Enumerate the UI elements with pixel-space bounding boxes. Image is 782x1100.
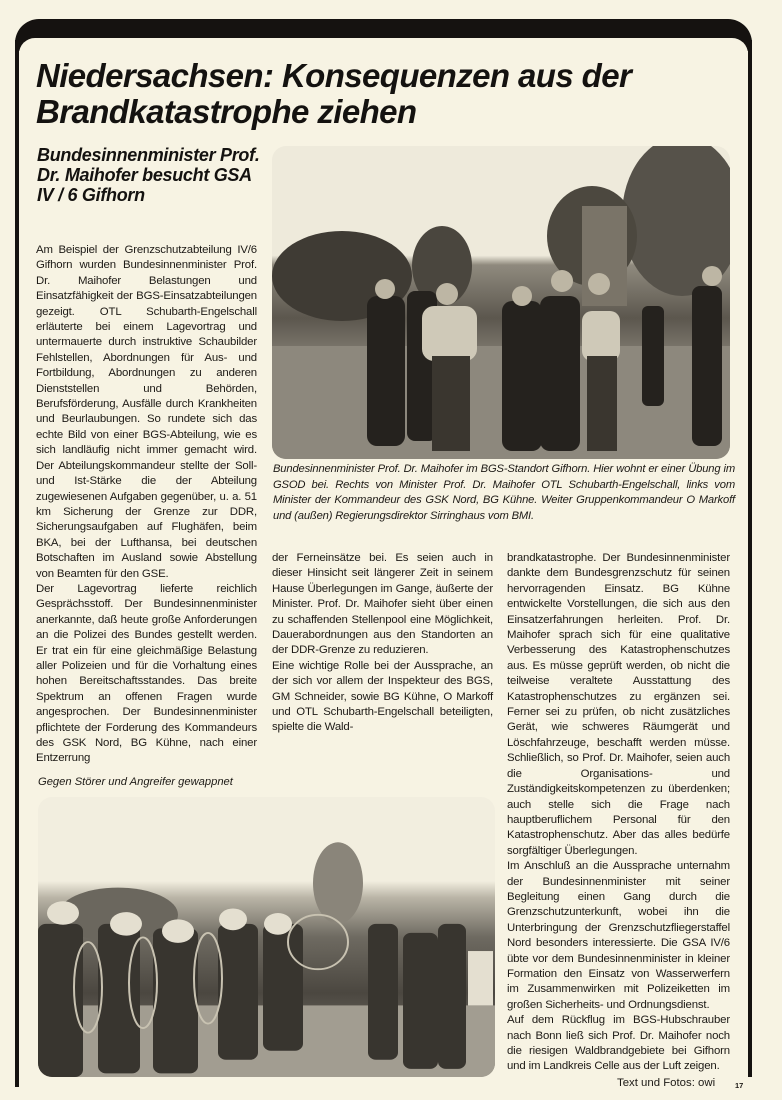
paragraph: Eine wichtige Rolle bei der Aussprache, an der sich vor allem der Inspekteur des BGS, GM Schneider, sowie BG Kühne, O Markoff und OTL Schubarth-Engelschall beteiligten, spielte die Wald- <box>272 659 493 734</box>
frame-left-rule <box>15 40 19 1087</box>
photo-riot-police-drill-drawing <box>38 797 495 1077</box>
paragraph: Der Lagevortrag lieferte reichlich Gesprächsstoff. Der Bundesinnenminister anerkannte, daß heute große Anforderungen an die Polizei des Bundes gestellt werden. Er trat ein für eine gleichmäßige Belastung aller Polizeien und für die Vorhaltung eines hohen Bereitschaftsstandes. Das breite Spektrum an offenen Fragen wurde angesprochen. Der Bundesinnenminister pflichtete der Forderung des Kommandeurs des GSK Nord, BG Kühne, nach einer Entzerrung <box>36 582 257 765</box>
text-column-1 <box>36 243 257 767</box>
paragraph: Am Beispiel der Grenzschutzabteilung IV/6 Gifhorn wurden Bundesinnenminister Prof. Dr. Maihofer Belastungen und Einsatzfähigkeit der BGS-Einsatzabteilungen gezeigt. OTL Schubarth-Engelschall erläuterte bei einem Lagevortrag und untermauerte durch instruktive Schaubilder Fehlstellen, Abordnungen für Aus- und Fortbildung, Abordnungen zu anderen Dienststellen und Behörden, Berufsförderung, Ausfälle durch Krankheiten und Beurlaubungen. So rundete sich das echte Bild von einer BGS-Abteilung, wie es sich landläufig nicht immer gemacht wird. Der Abteilungskommandeur stellte der Soll- und Ist-Stärke die der Abteilung zugewiesenen Aufgaben gegenüber, u. a. 51 km Sicherung der Grenze zur DDR, Sicherungsaufgaben auf Flughäfen, beim BKA, bei der Lufthansa, bei deutschen Botschaften im Ausland sowie Abstellung von Beamten für den GSE. <box>36 244 257 580</box>
headline: Niedersachsen: Konsequenzen aus der Brandkatastrophe ziehen <box>36 57 632 130</box>
photo-credit: Text und Fotos: owi <box>617 1077 716 1089</box>
photo-minister-visit <box>272 146 730 459</box>
photo-minister-visit-drawing <box>272 146 730 459</box>
paragraph: Im Anschluß an die Aussprache unternahm der Bundesinnenminister mit seiner Begleitung einen Gang durch die Grenzschutzunterkunft, wobei ihn die Unterbringung der Grenzschutzfliegerstaffel Nord besonders interessierte. Die GSA IV/6 übte vor dem Bundesinnenminister in kleiner Formation den Einsatz von Wasserwerfern im Zusammenwirken mit Polizeiketten im großen Sicherheits- und Ordnungsdienst. <box>507 860 730 1011</box>
frame-right-rule <box>748 40 752 1077</box>
paragraph: Auf dem Rückflug im BGS-Hubschrauber nach Bonn ließ sich Prof. Dr. Maihofer noch die riesigen Waldbrandgebiete bei Gifhorn und im Landkreis Celle aus der Luft zeigen. <box>507 1014 730 1073</box>
text-column-2 <box>272 551 493 736</box>
photo-caption-1: Bundesinnenminister Prof. Dr. Maihofer im BGS-Standort Gifhorn. Hier wohnt er einer Übung im GSOD bei. Rechts von Minister Prof. Dr. Maihofer OTL Schubarth-Engelschall, links vom Minister der Kommandeur des GSK Nord, BG Kühne. Weiter Gruppenkommandeur O Markoff und (außen) Regierungsdirektor Sirringhaus vom BMI. <box>273 463 735 522</box>
photo-riot-police-drill <box>38 797 495 1077</box>
subheadline: Bundesinnenminister Prof. Dr. Maihofer besucht GSA IV / 6 Gifhorn <box>37 145 260 205</box>
paragraph: brandkatastrophe. Der Bundesinnenminister dankte dem Bundesgrenzschutz für seinen hervorragenden Einsatz. BG Kühne entwickelte Vorstellungen, die sich aus den Einsatzerfahrungen herleiten. Prof. Dr. Maihofer sprach sich für eine qualitative Verbesserung des Katastrophenschutzes aus. Es müsse geprüft werden, ob nicht die teilweise veraltete Ausstattung des Katastrophenschutzes zu ergänzen sei. Ferner sei zu prüfen, ob nicht zusätzliches Gerät, wie schweres Räumgerät und Löschfahrzeuge, beschafft werden müsse. Schließlich, so Prof. Dr. Maihofer, seien auch die Organisations- und Zuständigkeitskompetenzen zu überdenken; auch stelle sich die Frage nach hauptberuflichem Personal für den Katastrophenschutz. Aber das alles bedürfe sorgfältiger Überlegungen. <box>507 552 730 857</box>
text-column-3 <box>507 551 730 1075</box>
paragraph: der Ferneinsätze bei. Es seien auch in dieser Hinsicht seit längerer Zeit in seinem Hause Überlegungen im Gange, äußerte der Minister. Prof. Dr. Maihofer sieht über einen zu schaffenden Stellenpool eine Möglichkeit, Dauerabordnungen aus den Standorten an der DDR-Grenze zu reduzieren. <box>272 552 493 657</box>
page-number: 17 <box>735 1081 744 1090</box>
photo-caption-2: Gegen Störer und Angreifer gewappnet <box>38 776 233 788</box>
